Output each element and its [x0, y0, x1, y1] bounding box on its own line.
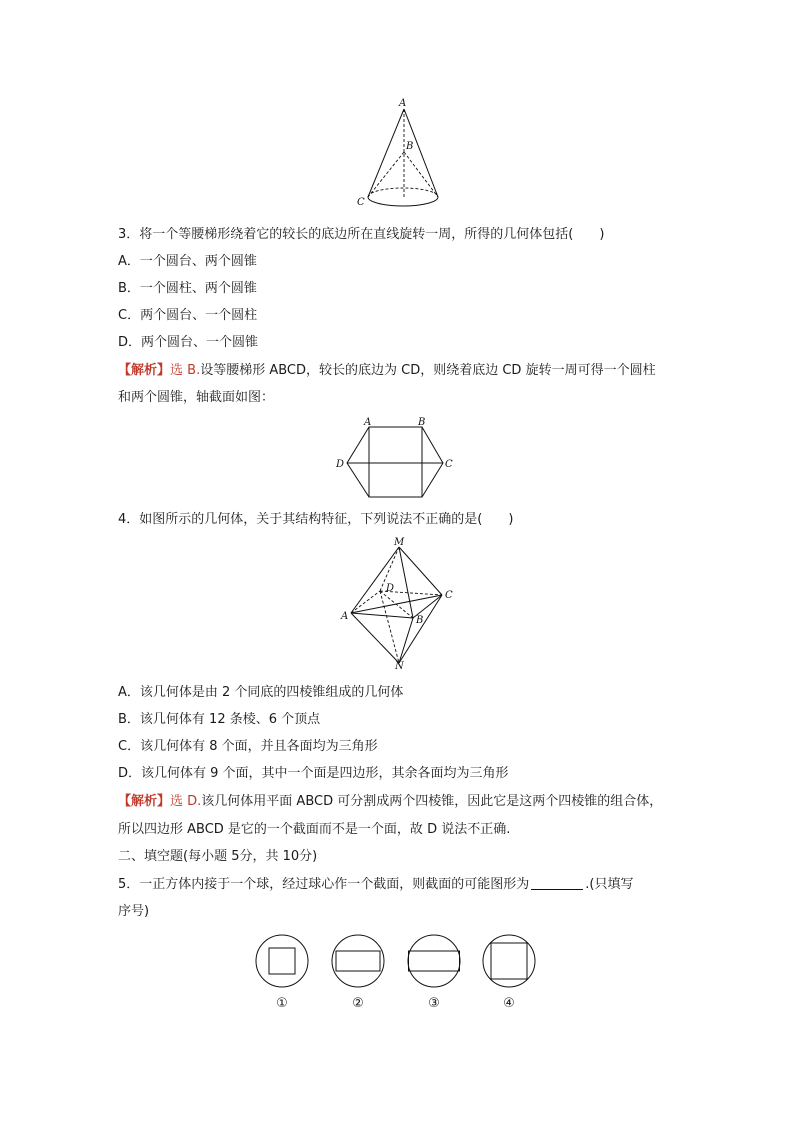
- q3-option-d: D．两个圆台、一个圆锥: [118, 335, 259, 350]
- q4-option-a: A．该几何体是由 2 个同底的四棱锥组成的几何体: [118, 685, 404, 700]
- q4-option-b: B．该几何体有 12 条棱、6 个顶点: [118, 712, 321, 727]
- label-m: M: [394, 537, 405, 548]
- analysis-text: 设等腰梯形 ABCD，较长的底边为 CD，则绕着底边 CD 旋转一周可得一个圆柱: [200, 363, 656, 378]
- hexagon-figure: [330, 413, 460, 503]
- q3-analysis-line2: 和两个圆锥，轴截面如图：: [118, 390, 275, 405]
- q3-option-b: B．一个圆柱、两个圆锥: [118, 281, 257, 296]
- label-b: B: [418, 417, 426, 428]
- q3-option-c: C．两个圆台、一个圆柱: [118, 308, 258, 323]
- caption-3: ③: [428, 996, 440, 1011]
- q3-stem: 3．将一个等腰梯形绕着它的较长的底边所在直线旋转一周，所得的几何体包括( ): [118, 227, 605, 242]
- label-d: D: [386, 583, 395, 594]
- analysis-text: 该几何体用平面 ABCD 可分割成两个四棱锥，因此它是这两个四棱锥的组合体，: [201, 794, 663, 809]
- q4-stem: 4．如图所示的几何体，关于其结构特征，下列说法不正确的是( ): [118, 512, 514, 527]
- q4-analysis-line2: 所以四边形 ABCD 是它的一个截面而不是一个面，故 D 说法不正确.: [118, 822, 511, 837]
- analysis-tag: 【解析】: [118, 363, 171, 378]
- section-title: 二、填空题(每小题 5分，共 10分): [118, 849, 318, 864]
- caption-2: ②: [352, 996, 364, 1011]
- q3-option-a: A．一个圆台、两个圆锥: [118, 254, 257, 269]
- analysis-choice: 选 B.: [170, 363, 201, 378]
- label-n: N: [395, 661, 404, 670]
- q5-stem-text: 5．一正方体内接于一个球，经过球心作一个截面，则截面的可能图形为: [118, 877, 530, 892]
- q4-analysis-line1: [118, 792, 662, 812]
- caption-1: ①: [276, 996, 288, 1011]
- q4-option-c: C．该几何体有 8 个面，并且各面均为三角形: [118, 739, 378, 754]
- label-c: C: [357, 197, 365, 208]
- q3-analysis-line1: [118, 361, 656, 381]
- q5-stem-tail: .(只填写: [585, 877, 634, 892]
- option-figure-1: [254, 933, 310, 989]
- q4-option-d: D．该几何体有 9 个面，其中一个面是四边形，其余各面均为三角形: [118, 766, 509, 781]
- label-a: A: [364, 417, 372, 428]
- analysis-tag: 【解析】: [118, 794, 171, 809]
- caption-4: ④: [503, 996, 515, 1011]
- label-a: A: [399, 98, 407, 109]
- analysis-choice: 选 D.: [170, 794, 202, 809]
- label-a: A: [341, 611, 349, 622]
- answer-blank: [531, 875, 583, 890]
- option-figure-2: [330, 933, 386, 989]
- label-d: D: [336, 459, 345, 470]
- q5-stem-line2: 序号): [118, 904, 150, 919]
- label-b: B: [416, 615, 424, 626]
- label-c: C: [445, 590, 453, 601]
- option-figure-3: [406, 933, 462, 989]
- label-c: C: [445, 459, 453, 470]
- bipyramid-figure: [335, 535, 465, 670]
- q5-stem: [118, 875, 634, 895]
- cone-figure: [355, 95, 455, 215]
- option-figure-4: [481, 933, 537, 989]
- label-b: B: [406, 141, 414, 152]
